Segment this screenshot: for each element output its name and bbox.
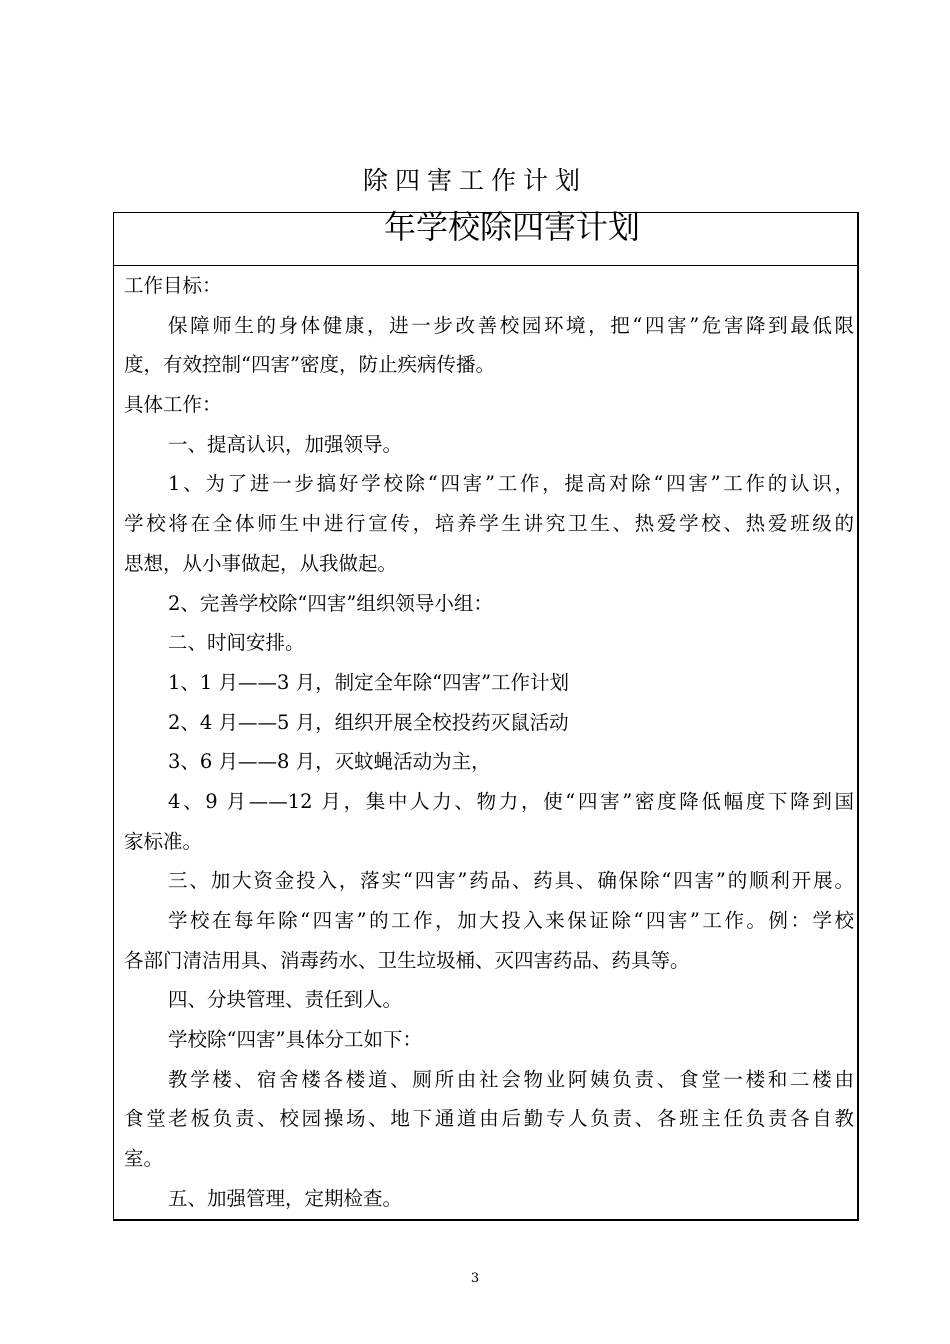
document-heading: 除四害工作计划 <box>362 166 587 195</box>
paragraph-line: 2、完善学校除“四害”组织领导小组： <box>168 591 493 615</box>
page-number: 3 <box>470 1271 480 1286</box>
paragraph-line: 各部门清洁用具、消毒药水、卫生垃圾桶、灭四害药品、药具等。 <box>124 948 690 972</box>
goal-paragraph-line: 度，有效控制“四害”密度，防止疾病传播。 <box>124 353 495 377</box>
section-heading-5: 五、加强管理，定期检查。 <box>168 1186 403 1210</box>
paragraph-line: 学校将在全体师生中进行宣传，培养学生讲究卫生、热爱学校、热爱班级的 <box>124 512 854 536</box>
schedule-item: 2、4 月——5 月，组织开展全校投药灭鼠活动 <box>168 710 569 734</box>
schedule-item: 4、9 月——12 月，集中人力、物力，使“四害”密度降低幅度下降到国 <box>168 789 854 813</box>
paragraph-line: 教学楼、宿舍楼各楼道、厕所由社会物业阿姨负责、食堂一楼和二楼由 <box>168 1067 854 1091</box>
section-heading-3: 三、加大资金投入，落实“四害”药品、药具、确保除“四害”的顺利开展。 <box>168 869 854 893</box>
section-heading-4: 四、分块管理、责任到人。 <box>168 988 403 1012</box>
paragraph-line: 思想，从小事做起，从我做起。 <box>124 551 398 575</box>
section-heading-2: 二、时间安排。 <box>168 631 305 655</box>
paragraph-line: 室。 <box>124 1147 164 1171</box>
paragraph-line: 1、为了进一步搞好学校除“四害”工作，提高对除“四害”工作的认识， <box>168 472 854 496</box>
section-label-tasks: 具体工作： <box>124 393 222 417</box>
schedule-item: 家标准。 <box>124 829 203 853</box>
paragraph-line: 学校在每年除“四害”的工作，加大投入来保证除“四害”工作。例：学校 <box>168 909 854 932</box>
schedule-item: 1、1 月——3 月，制定全年除“四害”工作计划 <box>168 670 570 694</box>
paragraph-line: 食堂老板负责、校园操场、地下通道由后勤专人负责、各班主任负责各自教 <box>124 1107 854 1131</box>
schedule-item: 3、6 月——8 月，灭蚊蝇活动为主， <box>168 750 491 774</box>
paragraph-line: 学校除“四害”具体分工如下： <box>168 1028 422 1052</box>
plan-table-header <box>114 208 857 266</box>
goal-paragraph-line: 保障师生的身体健康，进一步改善校园环境，把“四害”危害降到最低限 <box>168 313 854 337</box>
section-label-goal: 工作目标： <box>124 274 222 297</box>
plan-title: 年学校除四害计划 <box>384 208 641 246</box>
section-heading-1: 一、提高认识，加强领导。 <box>168 432 403 456</box>
plan-table <box>113 208 859 1221</box>
plan-body <box>124 266 854 1219</box>
